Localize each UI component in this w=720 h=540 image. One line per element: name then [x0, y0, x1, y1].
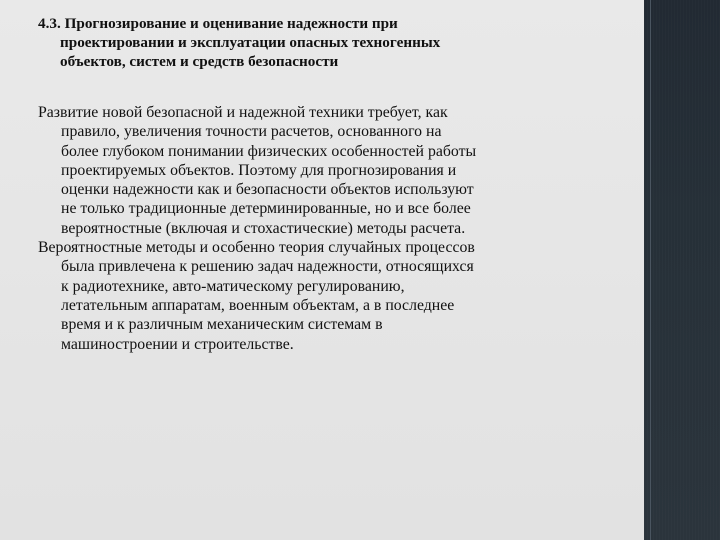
paragraph-line: Вероятностные методы и особенно теория случайных процессов — [38, 239, 475, 257]
decorative-side-panel — [644, 0, 720, 540]
paragraph-line: проектируемых объектов. Поэтому для прогнозирования и — [61, 161, 457, 179]
paragraph-probabilistic-methods — [38, 238, 628, 354]
title-line: проектировании и эксплуатации опасных техногенных — [60, 34, 441, 51]
paragraph-line: была привлечена к решению задач надежности, относящихся — [61, 258, 474, 276]
title-line: 4.3. Прогнозирование и оценивание надежности при — [38, 15, 398, 32]
paragraph-line: машиностроении и строительстве. — [61, 335, 294, 353]
paragraph-line: более глубоком понимании физических особенностей работы — [61, 142, 477, 160]
paragraph-line: вероятностные (включая и стохастические) методы расчета. — [61, 219, 466, 237]
paragraph-development — [38, 103, 628, 238]
paragraph-line: оценки надежности как и безопасности объектов используют — [61, 181, 474, 199]
paragraph-line: правило, увеличения точности расчетов, основанного на — [61, 123, 442, 141]
title-line: объектов, систем и средств безопасности — [60, 53, 339, 70]
paragraph-line: время и к различным механическим системам в — [61, 316, 383, 334]
paragraph-line: не только традиционные детерминированные, но и все более — [61, 200, 471, 218]
slide-body — [38, 103, 628, 354]
slide-title — [38, 14, 618, 71]
paragraph-line: летательным аппаратам, военным объектам, а в последнее — [61, 296, 455, 314]
paragraph-line: Развитие новой безопасной и надежной техники требует, как — [38, 104, 448, 121]
paragraph-line: к радиотехнике, авто-матическому регулированию, — [61, 277, 405, 295]
panel-divider — [650, 0, 651, 540]
